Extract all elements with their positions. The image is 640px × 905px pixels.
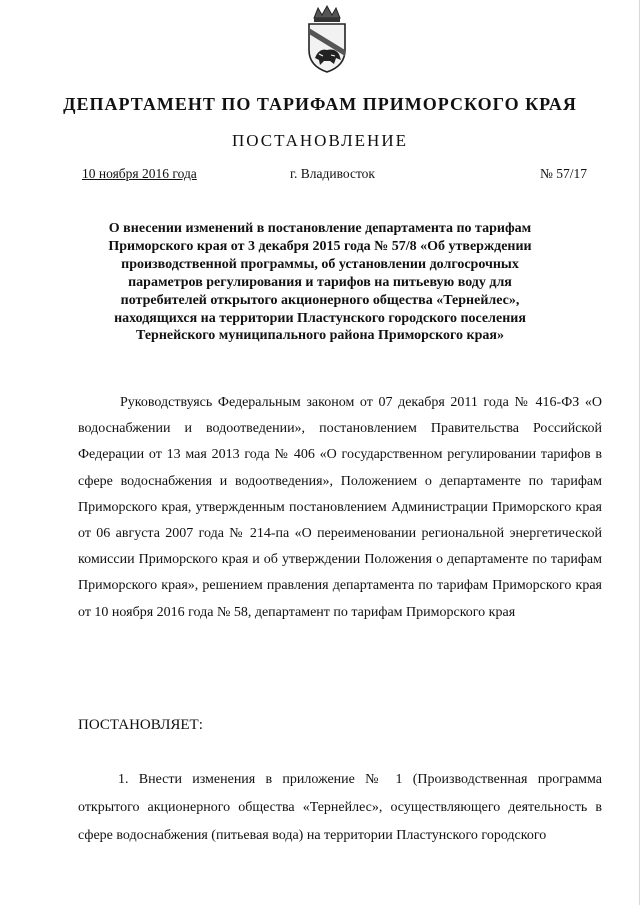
- item-1-paragraph: 1. Внести изменения в приложение № 1 (Производственная программа открытого акционерного общества «Тернейлес», осуществляющего деятельность в сфере водоснабжения (питьевая вода) на территории Пластунского городского: [78, 772, 602, 843]
- document-date: 10 ноября 2016 года: [82, 166, 197, 181]
- preamble-paragraph: Руководствуясь Федеральным законом от 07 декабря 2011 года № 416-ФЗ «О водоснабжении и водоотведении», постановлением Правительства Российской Федерации от 13 мая 2013 года № 406 «О государственном регулировании тарифов в сфере водоснабжения и водоотведения», Положением о департаменте по тарифам Приморского края, утвержденным постановлением Администрации Приморского края от 06 августа 2007 года № 214-па «О переименовании региональной энергетической комиссии Приморского края и об утверждении Положения о департаменте по тарифам Приморского края», решением правления департамента по тарифам Приморского края от 10 ноября 2016 года № 58, департамент по тарифам Приморского края: [78, 395, 602, 620]
- document-number: № 57/17: [540, 166, 588, 181]
- primorsky-coat-of-arms-icon: [300, 4, 354, 74]
- document-type: ПОСТАНОВЛЕНИЕ: [231, 131, 408, 150]
- document-subject: О внесении изменений в постановление департамента по тарифам Приморского края от 3 декабря 2015 года № 57/8 «Об утверждении производственной программы, об установлении долгосрочных параметров регулирования и тарифов на питьевую воду для потребителей открытого акционерного общества «Тернейлес», находящихся на территории Пластунского городского поселения Тернейского муниципального района Приморского края»: [108, 221, 532, 344]
- document-city: г. Владивосток: [290, 166, 375, 181]
- department-title: ДЕПАРТАМЕНТ ПО ТАРИФАМ ПРИМОРСКОГО КРАЯ: [63, 94, 577, 114]
- resolves-heading: ПОСТАНОВЛЯЕТ:: [78, 717, 203, 733]
